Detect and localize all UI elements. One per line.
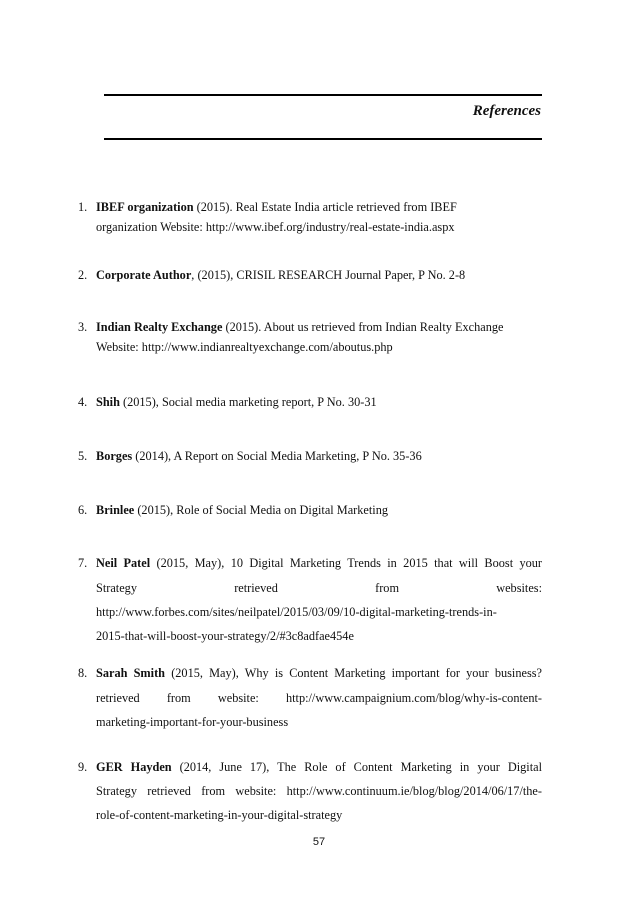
- reference-line: http://www.forbes.com/sites/neilpatel/2015/03/09/10-digital-marketing-trends-in-: [96, 605, 497, 619]
- reference-author: Brinlee: [96, 503, 135, 517]
- reference-line: Corporate Author, (2015), CRISIL RESEARCH Journal Paper, P No. 2-8: [96, 268, 466, 282]
- reference-number: 6.: [78, 503, 88, 517]
- reference-line: Website: http://www.indianrealtyexchange.com/aboutus.php: [96, 340, 393, 354]
- reference-line: Shih (2015), Social media marketing report, P No. 30-31: [96, 395, 377, 409]
- reference-author: Neil Patel: [96, 556, 151, 570]
- reference-line: IBEF organization (2015). Real Estate India article retrieved from IBEF: [96, 200, 457, 214]
- reference-line: role-of-content-marketing-in-your-digital-strategy: [96, 808, 343, 822]
- reference-author: Borges: [96, 449, 133, 463]
- reference-author: Indian Realty Exchange: [96, 320, 223, 334]
- reference-number: 8.: [78, 666, 88, 680]
- reference-line: organization Website: http://www.ibef.org/industry/real-estate-india.aspx: [96, 220, 455, 234]
- reference-line: Indian Realty Exchange (2015). About us retrieved from Indian Realty Exchange: [96, 320, 504, 334]
- reference-author: GER Hayden: [96, 760, 172, 774]
- reference-line: retrieved from website: http://www.campaignium.com/blog/why-is-content-: [96, 691, 542, 705]
- reference-line: Sarah Smith (2015, May), Why is Content Marketing important for your business?: [96, 666, 542, 680]
- reference-number: 3.: [78, 320, 88, 334]
- reference-line: marketing-important-for-your-business: [96, 715, 289, 729]
- reference-number: 9.: [78, 760, 88, 774]
- reference-line: Borges (2014), A Report on Social Media Marketing, P No. 35-36: [96, 449, 422, 463]
- reference-number: 5.: [78, 449, 88, 463]
- reference-author: IBEF organization: [96, 200, 194, 214]
- page-heading: References: [472, 103, 541, 119]
- reference-author: Sarah Smith: [96, 666, 166, 680]
- reference-line: Strategy retrieved from websites:: [96, 581, 542, 595]
- reference-number: 4.: [78, 395, 88, 409]
- reference-author: Shih: [96, 395, 120, 409]
- reference-number: 2.: [78, 268, 88, 282]
- reference-line: Neil Patel (2015, May), 10 Digital Marketing Trends in 2015 that will Boost your: [96, 556, 542, 570]
- reference-author: Corporate Author: [96, 268, 192, 282]
- bottom-rule: [104, 138, 542, 140]
- reference-line: Strategy retrieved from website: http://www.continuum.ie/blog/blog/2014/06/17/the-: [96, 784, 542, 798]
- reference-line: 2015-that-will-boost-your-strategy/2/#3c8adfae454e: [96, 629, 354, 643]
- reference-number: 1.: [78, 200, 88, 214]
- reference-number: 7.: [78, 556, 88, 570]
- top-rule: [104, 94, 542, 96]
- page-number: 57: [312, 836, 326, 848]
- reference-line: GER Hayden (2014, June 17), The Role of Content Marketing in your Digital: [96, 760, 542, 774]
- reference-line: Brinlee (2015), Role of Social Media on Digital Marketing: [96, 503, 388, 517]
